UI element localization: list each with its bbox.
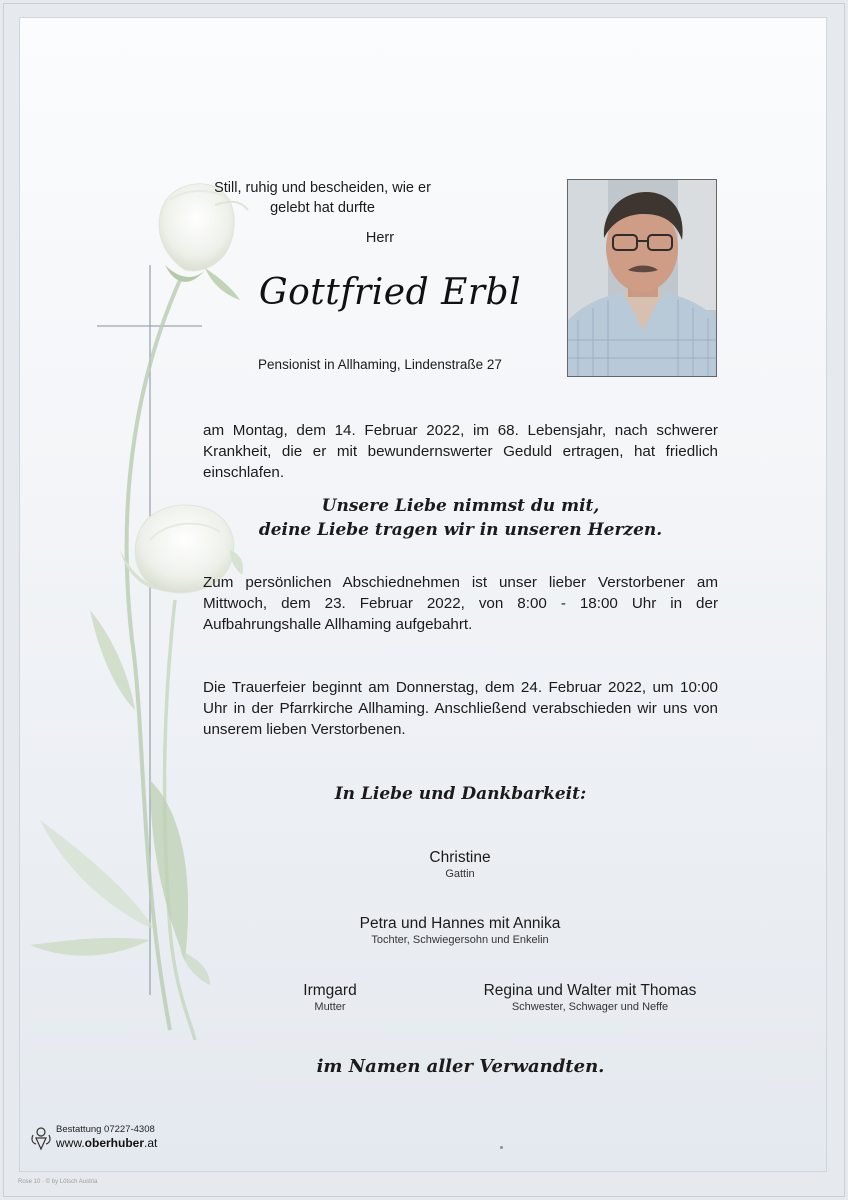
mourner-2: [260, 914, 660, 948]
website-brand: oberhuber: [84, 1136, 145, 1150]
final-line: im Namen aller Verwandten.: [316, 1056, 605, 1077]
salutation: Herr: [365, 230, 395, 246]
company-website: [56, 1136, 157, 1150]
deceased-occupation: Pensionist in Allhaming, Lindenstraße 27: [258, 357, 502, 372]
motto-line-2: deine Liebe tragen wir in unseren Herzen.: [258, 520, 663, 540]
mourner-relation: Schwester, Schwager und Neffe: [511, 1001, 669, 1013]
ceremony-info: Die Trauerfeier beginnt am Donnerstag, dem 24. Februar 2022, um 10:00 Uhr in der Pfarrkirche Allhaming. Anschließend verabschieden wir uns von unserem lieben Verstorbenen.: [203, 679, 718, 738]
decorative-dot: [500, 1146, 503, 1149]
death-announcement: am Montag, dem 14. Februar 2022, im 68. Lebensjahr, nach schwerer Krankheit, die er mit bewundernswerter Geduld ertragen, hat friedlich einschlafen.: [203, 422, 718, 481]
company-line: Bestattung 07227-4308: [56, 1124, 155, 1135]
website-suffix: .at: [144, 1136, 158, 1150]
mourner-name: Christine: [429, 849, 491, 866]
mourner-name: Irmgard: [303, 982, 357, 999]
mourner-name: Petra und Hannes mit Annika: [359, 915, 561, 932]
viewing-info: Zum persönlichen Abschiednehmen ist unser lieber Verstorbener am Mittwoch, dem 23. Februar 2022, von 8:00 - 18:00 Uhr in der Aufbahrungshalle Allhaming aufgebahrt.: [203, 574, 718, 633]
angel-logo-icon: [30, 1125, 52, 1151]
closing-line: In Liebe und Dankbarkeit:: [334, 784, 587, 804]
mourner-3: [270, 981, 390, 1015]
mourner-1: [300, 848, 620, 882]
mourner-relation: Tochter, Schwiegersohn und Enkelin: [371, 934, 549, 946]
motto: [203, 494, 718, 542]
deceased-name: Gottfried Erbl: [258, 272, 522, 313]
intro-quote: Still, ruhig und bescheiden, wie er gelebt hat durfte: [214, 180, 431, 216]
portrait-photo: [567, 179, 717, 377]
funeral-home-logo: [30, 1124, 200, 1154]
copyright-note: Rose 10 · © by Lötsch Austria: [18, 1179, 98, 1185]
mourner-4: [440, 981, 740, 1015]
motto-line-1: Unsere Liebe nimmst du mit,: [321, 496, 600, 516]
website-prefix: www.: [56, 1136, 85, 1150]
mourner-name: Regina und Walter mit Thomas: [483, 982, 697, 999]
mourner-relation: Mutter: [314, 1001, 346, 1013]
mourner-relation: Gattin: [445, 868, 475, 880]
